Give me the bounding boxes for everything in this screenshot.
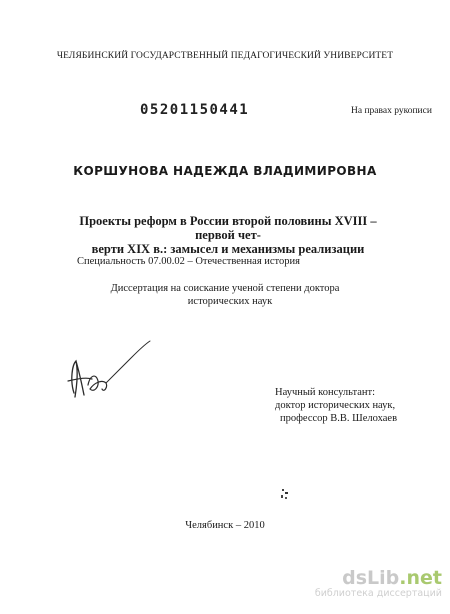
title-line-1: Проекты реформ в России второй половины XVIII – первой чет-	[79, 214, 377, 242]
watermark-brand-main: dsLib	[342, 567, 400, 589]
rights-note: На правах рукописи	[351, 106, 432, 116]
city-year: Челябинск – 2010	[185, 520, 265, 531]
university-name: ЧЕЛЯБИНСКИЙ ГОСУДАРСТВЕННЫЙ ПЕДАГОГИЧЕСКИЙ УНИВЕРСИТЕТ	[56, 51, 394, 61]
specialty: Специальность 07.00.02 – Отечественная история	[77, 256, 300, 267]
watermark-brand	[282, 568, 442, 588]
degree-statement	[0, 282, 450, 308]
watermark-brand-domain: .net	[399, 567, 442, 589]
consultant-line-3: профессор В.В. Шелохаев	[280, 413, 398, 424]
degree-line-2: исторических наук	[187, 296, 273, 307]
watermark	[282, 568, 442, 600]
consultant-line-1: Научный консультант:	[275, 387, 376, 398]
degree-line-1: Диссертация на соискание ученой степени доктора	[110, 283, 340, 294]
registration-number: 05201150441	[140, 102, 250, 118]
author-name: КОРШУНОВА НАДЕЖДА ВЛАДИМИРОВНА	[73, 164, 377, 178]
watermark-subtitle: библиотека диссертаций	[314, 588, 442, 599]
handwritten-signature-icon	[62, 335, 162, 407]
title-line-2: верти XIX в.: замысел и механизмы реализации	[91, 242, 365, 256]
scan-speck-icon	[279, 488, 291, 502]
consultant-line-2: доктор исторических наук,	[275, 400, 396, 411]
dissertation-title	[60, 214, 396, 256]
scientific-consultant	[275, 386, 397, 425]
